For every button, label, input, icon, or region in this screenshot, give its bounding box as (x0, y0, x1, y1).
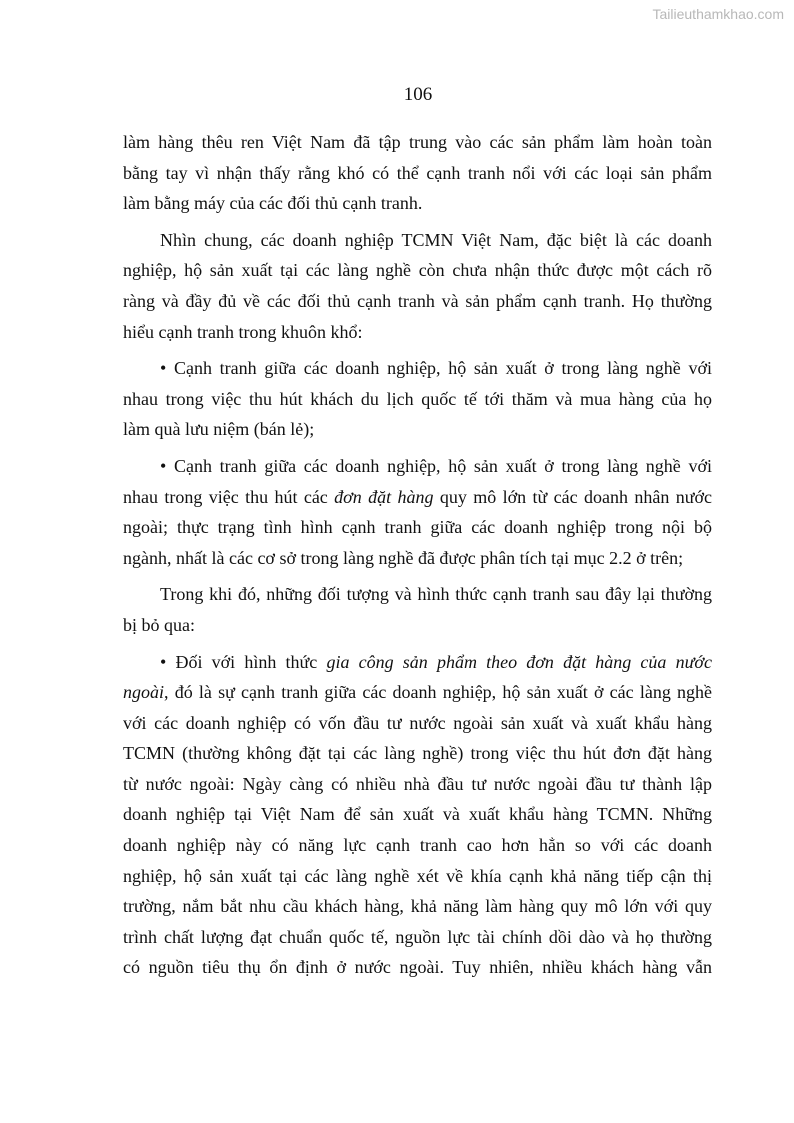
text-line: nghiệp, hộ sản xuất tại các làng nghề xét về khía cạnh khả năng tiếp cận thị (123, 865, 712, 886)
paragraph-3 (123, 579, 712, 640)
text-line: từ nước ngoài: Ngày càng có nhiều nhà đầu tư nước ngoài đầu tư thành lập (123, 773, 712, 794)
text-line: hiểu cạnh tranh trong khuôn khổ: (123, 321, 363, 342)
text-line: trường, nắm bắt nhu cầu khách hàng, khả năng làm hàng quy mô lớn với quy (123, 896, 712, 917)
document-body (123, 127, 712, 989)
text-line: • Cạnh tranh giữa các doanh nghiệp, hộ sản xuất ở trong làng nghề với (160, 455, 712, 476)
italic-term: gia công sản phẩm theo đơn đặt hàng của nước (326, 651, 712, 672)
text-line: làm hàng thêu ren Việt Nam đã tập trung vào các sản phẩm làm hoàn toàn (123, 132, 712, 152)
italic-term: ngoài (123, 682, 165, 703)
text-line (123, 482, 712, 513)
text-segment: quy mô lớn từ các doanh nhân nước (433, 486, 712, 507)
watermark: Tailieuthamkhao.com (652, 6, 784, 22)
bullet-1 (123, 353, 712, 445)
text-line: bằng tay vì nhận thấy rằng khó có thể cạnh tranh nổi với các loại sản phẩm (123, 162, 712, 183)
text-segment: , đó là sự cạnh tranh giữa các doanh nghiệp, hộ sản xuất ở các làng nghề (164, 682, 712, 703)
text-line: • Cạnh tranh giữa các doanh nghiệp, hộ sản xuất ở trong làng nghề với (160, 358, 712, 379)
text-line (123, 677, 712, 708)
text-line: làm bằng máy của các đối thủ cạnh tranh. (123, 193, 423, 214)
text-segment: • Đối với hình thức (160, 651, 327, 672)
text-line: làm quà lưu niệm (bán lẻ); (123, 419, 315, 440)
text-line: doanh nghiệp tại Việt Nam để sản xuất và xuất khẩu hàng TCMN. Những (123, 804, 712, 825)
page-number: 106 (403, 84, 433, 105)
text-line: bị bỏ qua: (123, 614, 195, 635)
italic-term: đơn đặt hàng (334, 486, 434, 507)
text-segment: nhau trong việc thu hút các (123, 486, 335, 507)
text-line: trình chất lượng đạt chuẩn quốc tế, nguồn lực tài chính dồi dào và họ thường (123, 926, 712, 947)
text-line: TCMN (thường không đặt tại các làng nghề) trong việc thu hút đơn đặt hàng (123, 743, 712, 764)
text-line: có nguồn tiêu thụ ổn định ở nước ngoài. Tuy nhiên, nhiều khách hàng vẫn (123, 957, 712, 978)
text-line: Trong khi đó, những đối tượng và hình thức cạnh tranh sau đây lại thường (160, 584, 712, 605)
paragraph-1 (123, 127, 712, 219)
text-line: nghiệp, hộ sản xuất tại các làng nghề còn chưa nhận thức được một cách rõ (123, 260, 712, 281)
text-line: với các doanh nghiệp có vốn đầu tư nước ngoài sản xuất và xuất khẩu hàng (123, 712, 712, 733)
text-line: doanh nghiệp này có năng lực cạnh tranh cao hơn hẳn so với các doanh (123, 835, 712, 856)
text-line: Nhìn chung, các doanh nghiệp TCMN Việt Nam, đặc biệt là các doanh (160, 229, 712, 250)
text-line: ngành, nhất là các cơ sở trong làng nghề đã được phân tích tại mục 2.2 ở trên; (123, 547, 684, 568)
bullet-2 (123, 451, 712, 573)
bullet-3 (123, 647, 712, 984)
text-line (123, 647, 712, 678)
text-line: ngoài; thực trạng tình hình cạnh tranh giữa các doanh nghiệp trong nội bộ (123, 517, 712, 538)
text-line: ràng và đầy đủ về các đối thủ cạnh tranh và sản phẩm cạnh tranh. Họ thường (123, 290, 712, 311)
text-line: nhau trong việc thu hút khách du lịch quốc tế tới thăm và mua hàng của họ (123, 388, 712, 409)
paragraph-2 (123, 225, 712, 347)
